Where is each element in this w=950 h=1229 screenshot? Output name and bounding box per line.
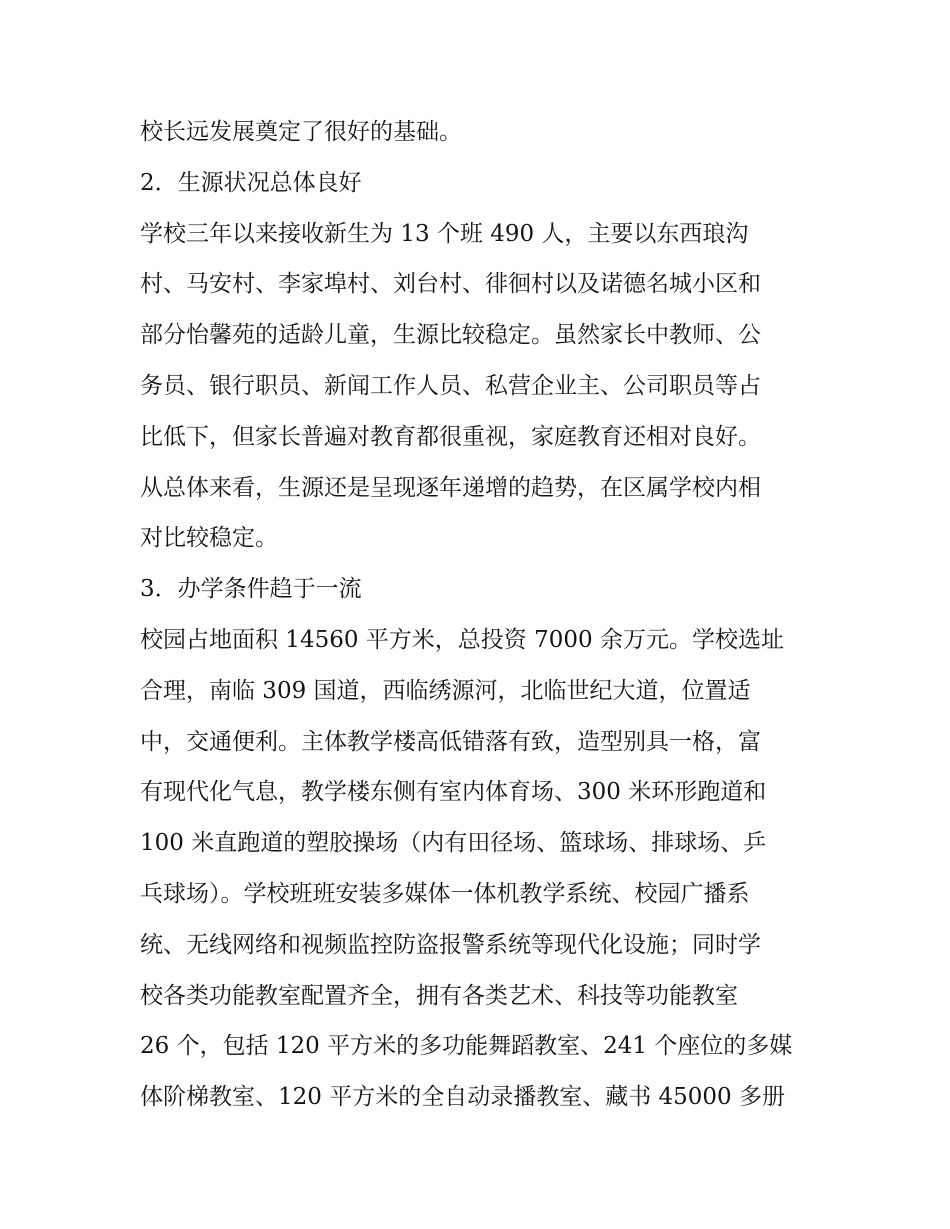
- text-line: 对比较稳定。: [140, 525, 278, 552]
- section-heading-3: 3．办学条件趋于一流: [140, 576, 362, 603]
- text-line: 校各类功能教室配置齐全，拥有各类艺术、科技等功能教室: [140, 982, 738, 1009]
- text-line: 有现代化气息，教学楼东侧有室内体育场、300 米环形跑道和: [140, 779, 767, 806]
- text-line: 统、无线网络和视频监控防盗报警系统等现代化设施；同时学: [140, 931, 761, 958]
- text-line: 中，交通便利。主体教学楼高低错落有致，造型别具一格，富: [140, 728, 761, 755]
- body-text: [140, 107, 815, 1123]
- text-line: 务员、银行职员、新闻工作人员、私营企业主、公司职员等占: [140, 372, 761, 399]
- text-line: 村、马安村、李家埠村、刘台村、徘徊村以及诺德名城小区和: [140, 271, 761, 298]
- text-line: 乓球场）。学校班班安装多媒体一体机教学系统、校园广播系: [140, 880, 750, 907]
- text-line: 部分怡馨苑的适龄儿童，生源比较稳定。虽然家长中教师、公: [140, 322, 761, 349]
- section-heading-2: 2．生源状况总体良好: [140, 169, 362, 196]
- text-line: 合理，南临 309 国道，西临绣源河，北临世纪大道，位置适: [140, 677, 751, 704]
- text-line: 校长远发展奠定了很好的基础。: [140, 119, 462, 145]
- text-line: 学校三年以来接收新生为 13 个班 490 人，主要以东西琅沟: [140, 220, 749, 247]
- text-line: 体阶梯教室、120 平方米的全自动录播教室、藏书 45000 多册: [140, 1084, 785, 1111]
- text-line: 比低下，但家长普遍对教育都很重视，家庭教育还相对良好。: [140, 423, 761, 450]
- text-line: 从总体来看，生源还是呈现逐年递增的趋势，在区属学校内相: [140, 474, 761, 501]
- text-line: 校园占地面积 14560 平方米，总投资 7000 余万元。学校选址: [140, 626, 784, 653]
- text-line: 100 米直跑道的塑胶操场（内有田径场、篮球场、排球场、乒: [140, 830, 767, 857]
- text-line: 26 个，包括 120 平方米的多功能舞蹈教室、241 个座位的多媒: [140, 1033, 793, 1060]
